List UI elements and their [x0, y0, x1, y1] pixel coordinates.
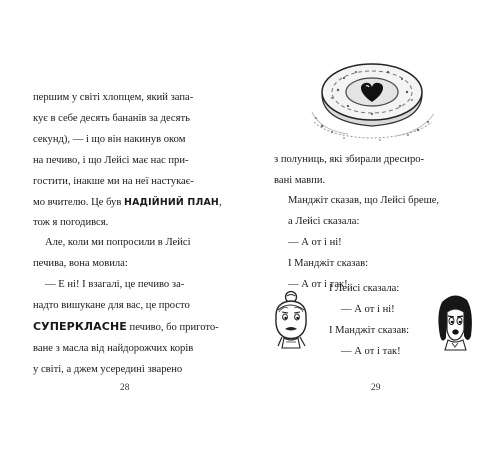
text-line: вані мавпи. — [274, 174, 326, 186]
text-line: Але, коли ми попросили в Лейсі — [45, 237, 191, 248]
text-line: — А от і ні! — [288, 236, 342, 248]
text-line: І Лейсі сказала: — [329, 283, 400, 294]
text-line: — А от і ні! — [341, 303, 395, 315]
text-line: гостити, інакше ми на неї настукає- — [33, 175, 194, 187]
text-line: у світі, а джем усередині зварено — [33, 363, 183, 375]
page-number: 28 — [120, 383, 130, 393]
text-line: ване з масла від найдорожчих корів — [33, 342, 194, 354]
emphasized-word: СУПЕРКЛАСНЕ — [33, 319, 127, 333]
text-line: І Манджіт сказав: — [288, 257, 369, 269]
girl-long-hair-icon — [434, 290, 476, 352]
page-number: 29 — [371, 383, 381, 393]
text-line — [33, 193, 222, 214]
text-line: секунд), — і що він накинув оком — [33, 133, 186, 145]
girl-with-bun-icon — [270, 290, 314, 350]
text-line: на печиво, і що Лейсі має нас при- — [33, 154, 189, 166]
text-segment: печиво, бо пригото- — [129, 321, 219, 333]
paragraph — [33, 88, 222, 234]
text-line: а Лейсі сказала: — [288, 215, 360, 227]
jam-heart-cookie-icon — [308, 52, 438, 142]
paragraph — [329, 279, 409, 363]
text-line: Манджіт сказав, що Лейсі бреше, — [288, 195, 440, 206]
paragraph — [33, 275, 219, 381]
text-line: — А от і так! — [288, 278, 348, 290]
text-line: кує в себе десять бананів за десять — [33, 112, 190, 124]
paragraph — [274, 150, 424, 192]
text-line: з полуниць, які збирали дресиро- — [274, 154, 425, 165]
emphasized-phrase: НАДІЙНИЙ ПЛАН — [124, 196, 219, 208]
text-line: тож я погодився. — [33, 217, 109, 229]
paragraph — [33, 233, 191, 275]
text-line: печива, вона мовила: — [33, 257, 128, 269]
text-line: І Манджіт сказав: — [329, 324, 410, 336]
text-line: — Е ні! І взагалі, це печиво за- — [45, 279, 185, 290]
text-line: надто вишукане для вас, це просто — [33, 299, 190, 311]
right-page — [250, 0, 500, 450]
text-line — [33, 317, 219, 339]
text-line: першим у світі хлопцем, який запа- — [33, 92, 194, 103]
text-segment: мо вчителю. Це був — [33, 196, 122, 208]
text-line: — А от і так! — [341, 345, 401, 357]
text-segment: , — [218, 196, 222, 208]
